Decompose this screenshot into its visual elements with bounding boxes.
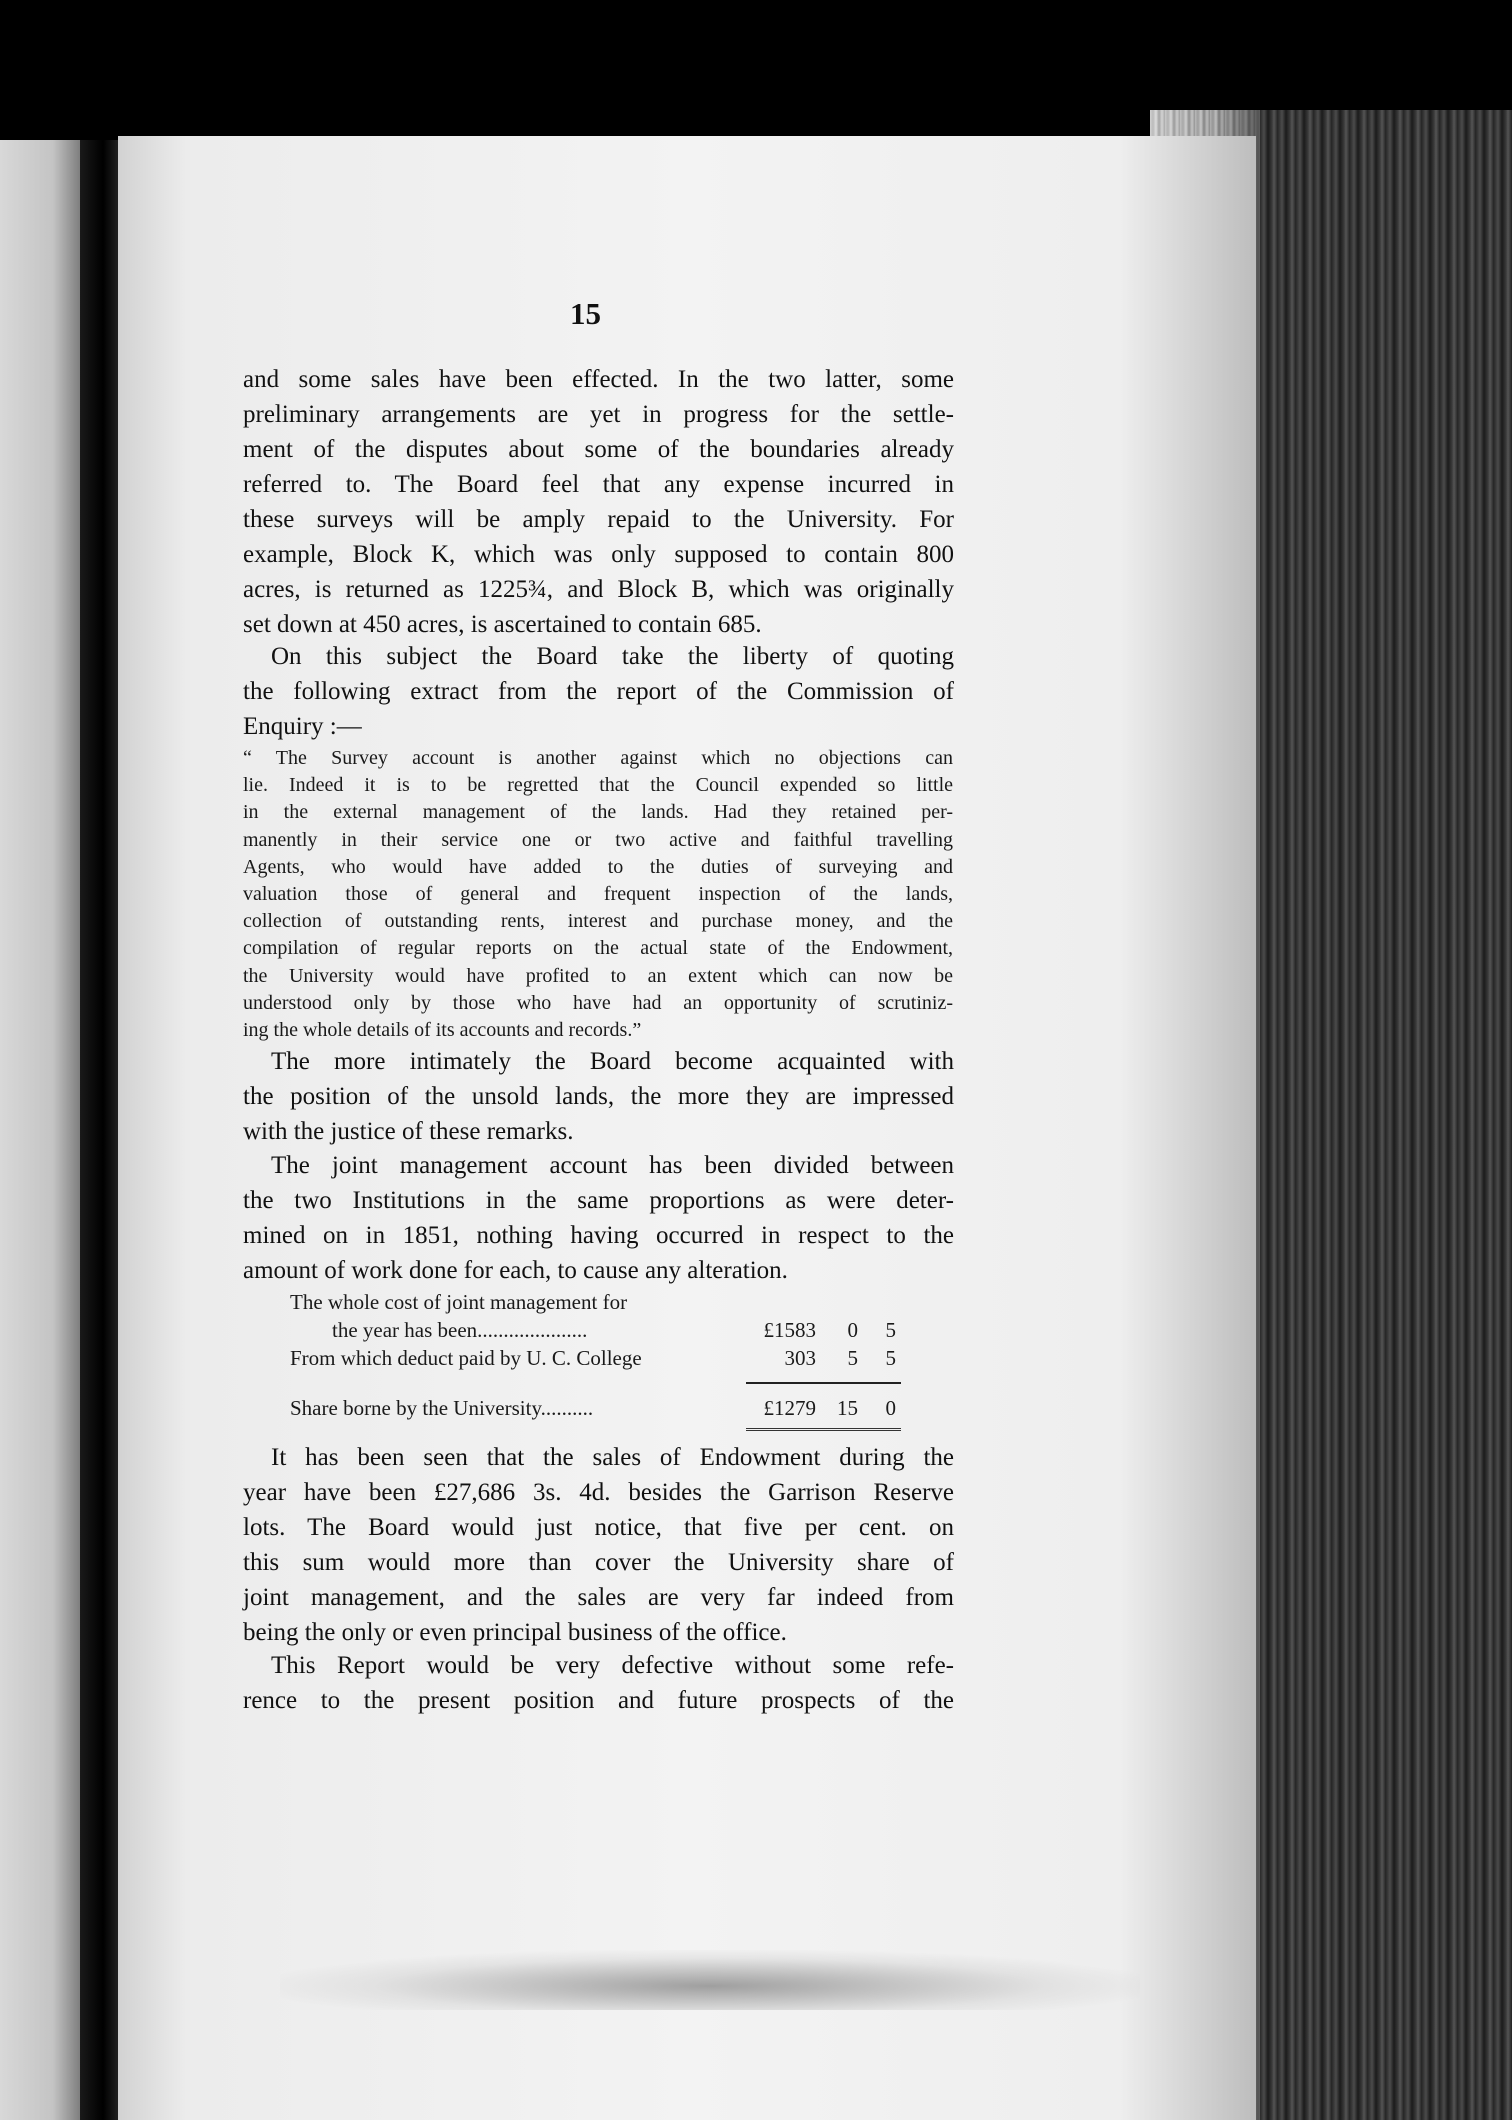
quote-line: understood only by those who have had an opportunity of scrutiniz-: [243, 991, 953, 1014]
text-line: preliminary arrangements are yet in progress for the settle-: [243, 401, 954, 428]
pounds-value: 303: [784, 1346, 816, 1370]
account-label: the year has been.....................: [332, 1318, 588, 1342]
text-line: the following extract from the report of the Commission of: [243, 678, 954, 705]
text-line: On this subject the Board take the liberty of quoting: [271, 643, 954, 670]
text-line: ment of the disputes about some of the boundaries already: [243, 436, 954, 463]
text-line: with the justice of these remarks.: [243, 1118, 574, 1145]
quote-line: compilation of regular reports on the actual state of the Endowment,: [243, 937, 953, 960]
text-line: being the only or even principal business of the office.: [243, 1619, 787, 1646]
quote-line: in the external management of the lands. Had they retained per-: [243, 801, 953, 824]
text-line: the two Institutions in the same proportions as were deter-: [243, 1187, 954, 1214]
paragraph-report-reference: [243, 1648, 954, 1718]
quotation-block: [243, 745, 953, 1044]
text-line: acres, is returned as 1225¾, and Block B, which was originally: [243, 576, 954, 603]
text-line: set down at 450 acres, is ascertained to contain 685.: [243, 611, 762, 638]
text-line: this sum would more than cover the University share of: [243, 1549, 954, 1576]
quote-line: ing the whole details of its accounts and records.”: [243, 1019, 642, 1042]
text-line: It has been seen that the sales of Endowment during the: [271, 1444, 954, 1471]
paragraph-endowment-sales: [243, 1440, 954, 1650]
ink-smudge: [280, 1950, 1140, 2010]
text-line: joint management, and the sales are very far indeed from: [243, 1584, 954, 1611]
account-label: Share borne by the University..........: [290, 1396, 594, 1420]
pence-value: 5: [885, 1318, 896, 1342]
shillings-value: 0: [847, 1318, 858, 1342]
pence-value: 0: [885, 1396, 896, 1420]
account-row-share: [290, 1396, 905, 1424]
text-line: This Report would be very defective without some refe-: [271, 1652, 954, 1679]
text-line: The more intimately the Board become acquainted with: [271, 1048, 954, 1075]
quote-line: valuation those of general and frequent inspection of the lands,: [243, 883, 953, 906]
quote-line: Agents, who would have added to the duties of surveying and: [243, 855, 953, 878]
text-line: Enquiry :—: [243, 713, 362, 740]
text-line: mined on in 1851, nothing having occurred in respect to the: [243, 1222, 954, 1249]
pounds-value: £1279: [763, 1396, 816, 1420]
text-line: lots. The Board would just notice, that five per cent. on: [243, 1514, 954, 1541]
text-line: the position of the unsold lands, the more they are impressed: [243, 1083, 954, 1110]
page-number: 15: [570, 296, 601, 331]
quote-line: collection of outstanding rents, interest and purchase money, and the: [243, 910, 953, 933]
account-row-total-cost: [290, 1318, 905, 1346]
pence-value: 5: [885, 1346, 896, 1370]
sum-rule: [746, 1382, 901, 1384]
text-line: these surveys will be amply repaid to the University. For: [243, 506, 954, 533]
text-line: and some sales have been effected. In the two latter, some: [243, 366, 954, 393]
text-line: amount of work done for each, to cause any alteration.: [243, 1257, 788, 1284]
account-label: The whole cost of joint management for: [290, 1290, 628, 1314]
text-line: year have been £27,686 3s. 4d. besides the Garrison Reserve: [243, 1479, 954, 1506]
text-line: The joint management account has been divided between: [271, 1152, 954, 1179]
paragraph-unsold-lands: [243, 1044, 954, 1149]
total-double-rule: [746, 1428, 901, 1433]
account-row-deduction: [290, 1346, 905, 1374]
account-row-heading: [290, 1290, 905, 1318]
quote-line: “ The Survey account is another against which no objections can: [243, 747, 953, 769]
text-line: example, Block K, which was only supposed to contain 800: [243, 541, 954, 568]
quote-line: lie. Indeed it is to be regretted that the Council expended so little: [243, 774, 953, 797]
book-gutter: [80, 140, 122, 2120]
text-line: rence to the present position and future prospects of the: [243, 1687, 954, 1714]
quote-line: the University would have profited to an extent which can now be: [243, 964, 953, 987]
shillings-value: 5: [847, 1346, 858, 1370]
text-line: referred to. The Board feel that any expense incurred in: [243, 471, 954, 498]
facing-page-edge: [0, 140, 88, 2120]
paragraph-surveys: [243, 362, 954, 642]
paragraph-commission: [243, 639, 954, 744]
shillings-value: 15: [837, 1396, 858, 1420]
page-edges-dark: [1260, 110, 1512, 2120]
pounds-value: £1583: [763, 1318, 816, 1342]
quote-line: manently in their service one or two active and faithful travelling: [243, 828, 953, 851]
paragraph-joint-management: [243, 1148, 954, 1288]
account-label: From which deduct paid by U. C. College: [290, 1346, 642, 1370]
